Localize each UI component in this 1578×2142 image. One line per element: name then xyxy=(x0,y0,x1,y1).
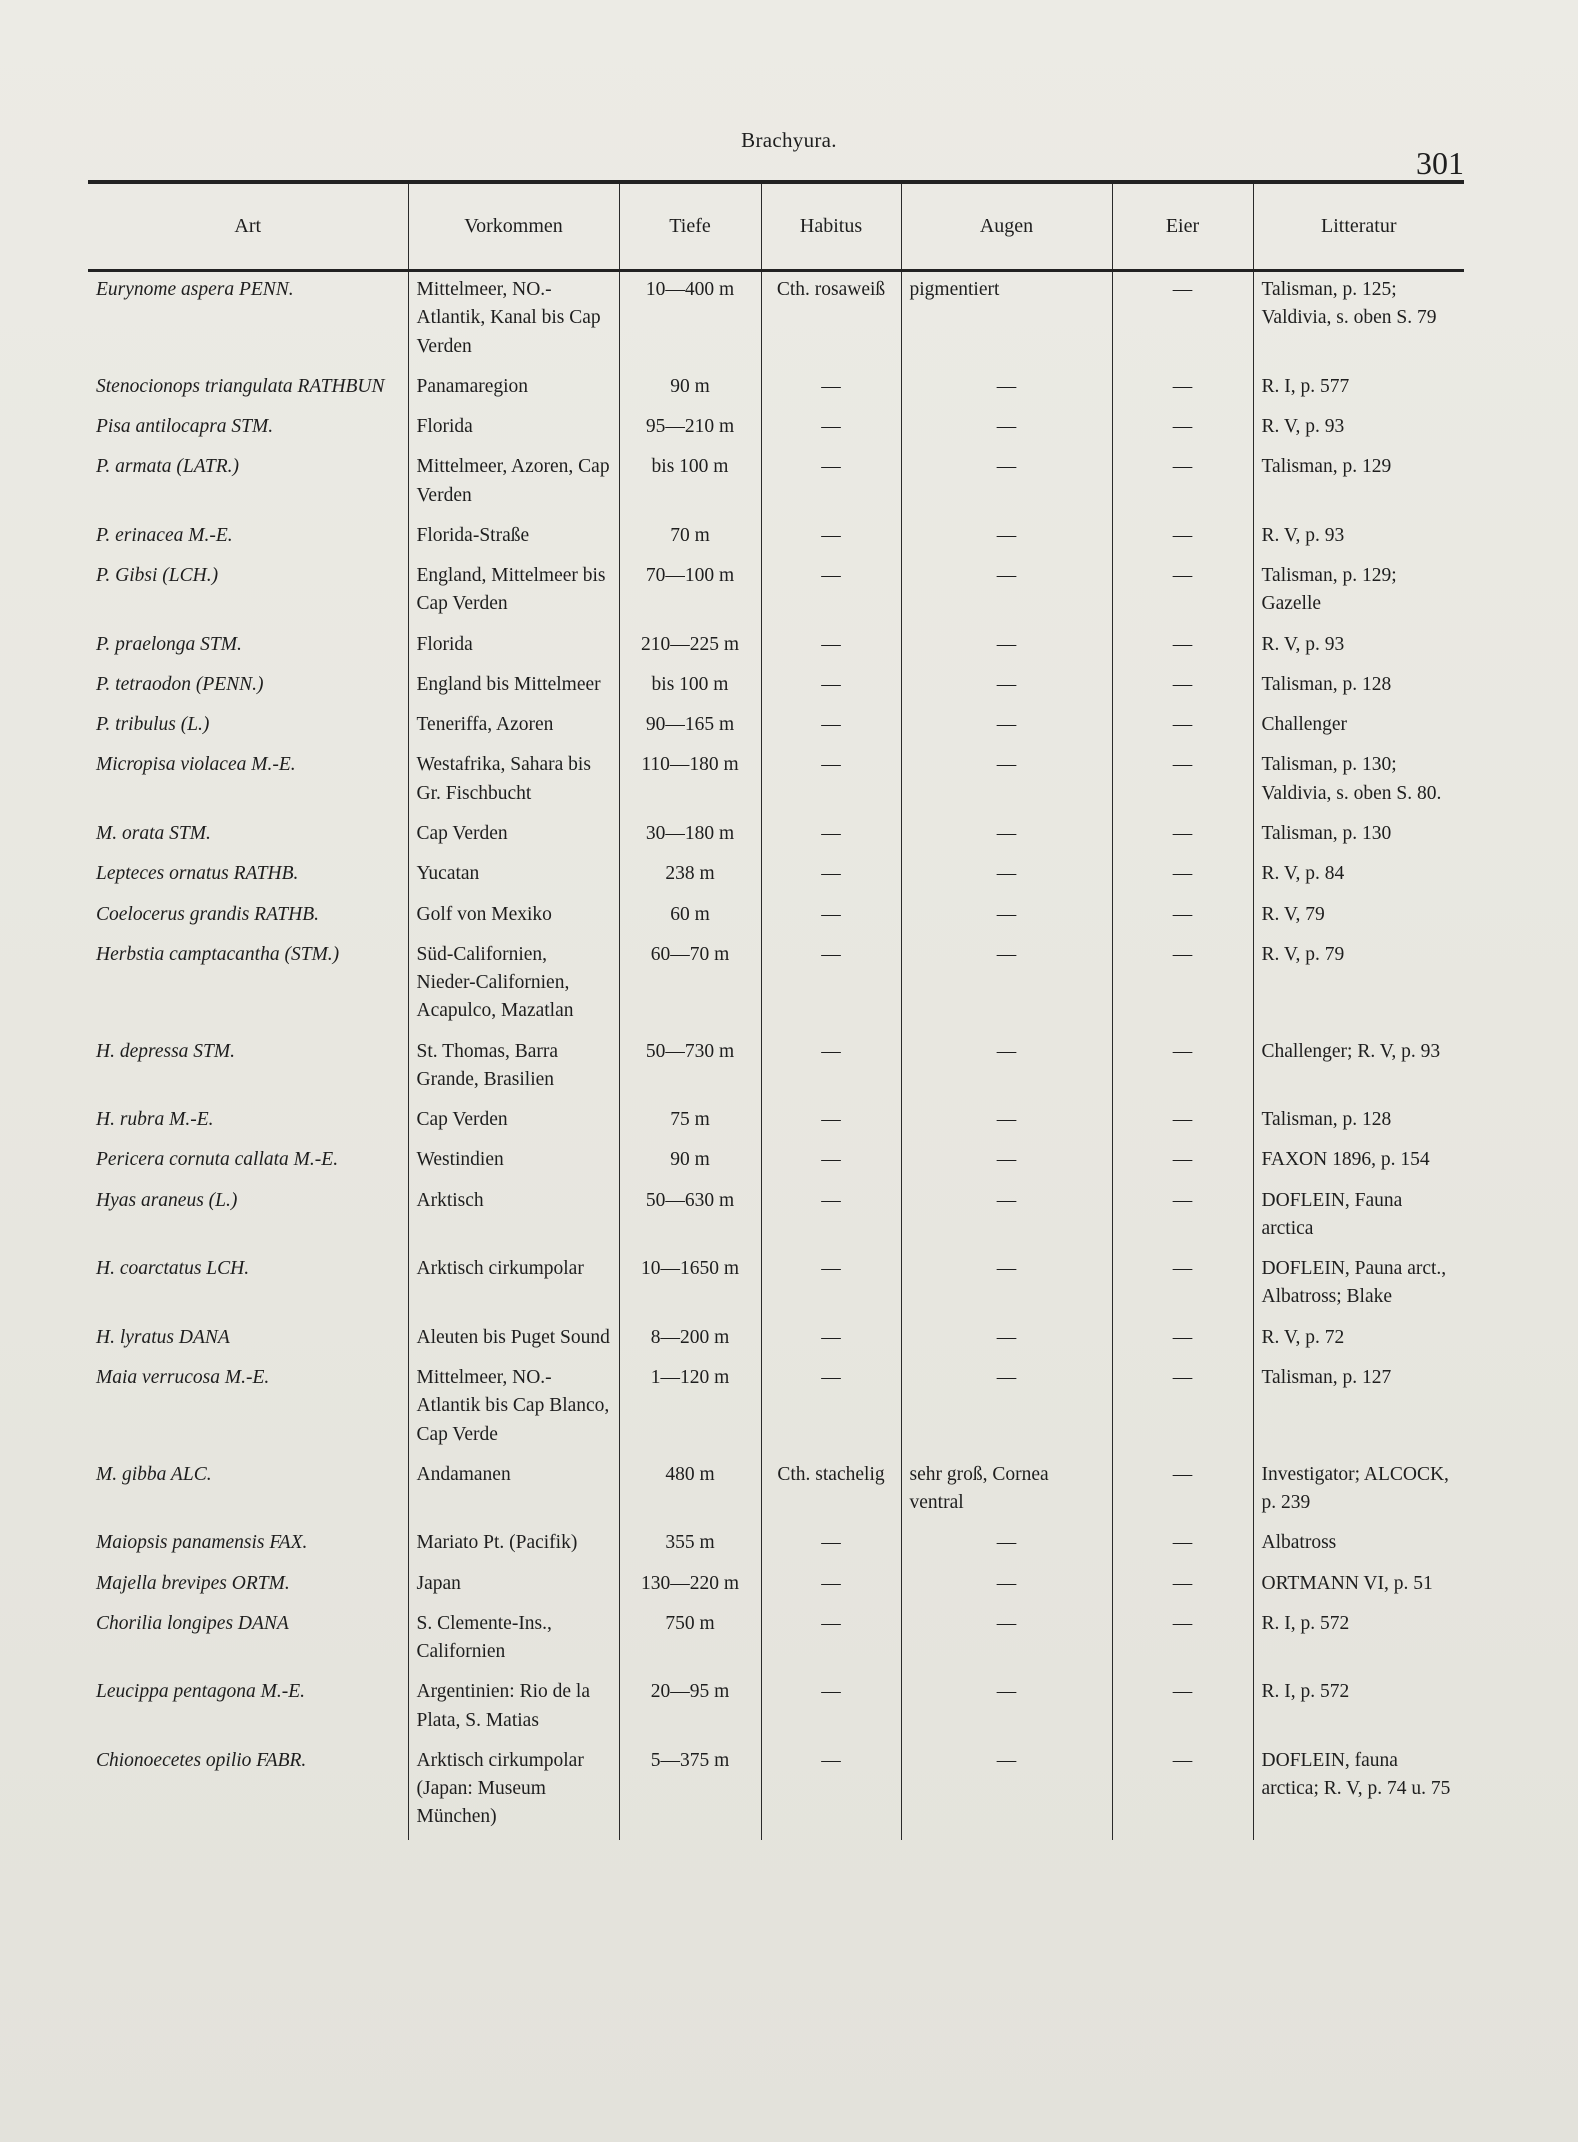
literature-cell: Talisman, p. 129 xyxy=(1253,449,1464,518)
occurrence-cell: Golf von Mexiko xyxy=(408,897,619,937)
habitus-cell: — xyxy=(761,1142,901,1182)
eyes-cell: — xyxy=(901,1606,1112,1675)
depth-cell: 210—225 m xyxy=(619,627,761,667)
table-row xyxy=(88,627,1464,667)
literature-cell: Talisman, p. 127 xyxy=(1253,1360,1464,1457)
eyes-cell: — xyxy=(901,1674,1112,1743)
habitus-cell: — xyxy=(761,1034,901,1103)
depth-cell: 60—70 m xyxy=(619,937,761,1034)
species-name: Lepteces ornatus RATHB. xyxy=(96,863,299,885)
depth-cell: 20—95 m xyxy=(619,1674,761,1743)
table-row xyxy=(88,369,1464,409)
table-row xyxy=(88,816,1464,856)
eyes-cell: — xyxy=(901,856,1112,896)
literature-cell: R. I, p. 572 xyxy=(1253,1674,1464,1743)
species-name: H. depressa STM. xyxy=(96,1040,236,1062)
depth-cell: 90 m xyxy=(619,1142,761,1182)
depth-cell: 95—210 m xyxy=(619,409,761,449)
depth-cell: 750 m xyxy=(619,1606,761,1675)
habitus-cell: Cth. stachelig xyxy=(761,1457,901,1526)
literature-cell: DOFLEIN, Pauna arct., Albatross; Blake xyxy=(1253,1251,1464,1320)
depth-cell: 60 m xyxy=(619,897,761,937)
eggs-cell: — xyxy=(1112,1743,1253,1840)
literature-cell: Investigator; ALCOCK, p. 239 xyxy=(1253,1457,1464,1526)
depth-cell: 50—630 m xyxy=(619,1183,761,1252)
species-name: P. praelonga STM. xyxy=(96,633,242,655)
header-vorkommen: Vorkommen xyxy=(408,182,619,271)
literature-cell: DOFLEIN, Fauna arctica xyxy=(1253,1183,1464,1252)
habitus-cell: — xyxy=(761,937,901,1034)
depth-cell: 5—375 m xyxy=(619,1743,761,1840)
header-litteratur: Litteratur xyxy=(1253,182,1464,271)
occurrence-cell: Mariato Pt. (Pacifik) xyxy=(408,1525,619,1565)
running-head: Brachyura. xyxy=(741,128,837,152)
literature-cell: Challenger xyxy=(1253,707,1464,747)
species-name: Stenocionops triangulata RATHBUN xyxy=(96,375,385,397)
species-name: Maiopsis panamensis FAX. xyxy=(96,1532,308,1554)
eyes-cell: — xyxy=(901,449,1112,518)
habitus-cell: — xyxy=(761,1183,901,1252)
literature-cell: FAXON 1896, p. 154 xyxy=(1253,1142,1464,1182)
eggs-cell: — xyxy=(1112,558,1253,627)
habitus-cell: — xyxy=(761,856,901,896)
occurrence-cell: Cap Verden xyxy=(408,1102,619,1142)
habitus-cell: — xyxy=(761,667,901,707)
occurrence-cell: Arktisch cirkumpolar xyxy=(408,1251,619,1320)
occurrence-cell: Florida xyxy=(408,627,619,667)
depth-cell: 1—120 m xyxy=(619,1360,761,1457)
literature-cell: R. V, p. 93 xyxy=(1253,409,1464,449)
header-habitus: Habitus xyxy=(761,182,901,271)
habitus-cell: — xyxy=(761,1606,901,1675)
literature-cell: R. V, p. 79 xyxy=(1253,937,1464,1034)
eggs-cell: — xyxy=(1112,1102,1253,1142)
literature-cell: DOFLEIN, fauna arctica; R. V, p. 74 u. 75 xyxy=(1253,1743,1464,1840)
habitus-cell: — xyxy=(761,1743,901,1840)
table-row xyxy=(88,856,1464,896)
header-art: Art xyxy=(234,215,262,237)
table-row xyxy=(88,449,1464,518)
depth-cell: 8—200 m xyxy=(619,1320,761,1360)
occurrence-cell: Cap Verden xyxy=(408,816,619,856)
depth-cell: 30—180 m xyxy=(619,816,761,856)
table-row xyxy=(88,558,1464,627)
depth-cell: 355 m xyxy=(619,1525,761,1565)
eggs-cell: — xyxy=(1112,816,1253,856)
habitus-cell: — xyxy=(761,1320,901,1360)
occurrence-cell: Yucatan xyxy=(408,856,619,896)
eyes-cell: — xyxy=(901,1183,1112,1252)
literature-cell: Talisman, p. 125; Valdivia, s. oben S. 79 xyxy=(1253,271,1464,369)
eyes-cell: — xyxy=(901,627,1112,667)
literature-cell: R. V, p. 93 xyxy=(1253,627,1464,667)
table-row xyxy=(88,1606,1464,1675)
table-row xyxy=(88,707,1464,747)
occurrence-cell: Westafrika, Sahara bis Gr. Fischbucht xyxy=(408,747,619,816)
habitus-cell: — xyxy=(761,409,901,449)
eyes-cell: — xyxy=(901,1566,1112,1606)
eggs-cell: — xyxy=(1112,1360,1253,1457)
species-name: Maia verrucosa M.-E. xyxy=(96,1366,270,1388)
occurrence-cell: England bis Mittelmeer xyxy=(408,667,619,707)
eyes-cell: — xyxy=(901,1142,1112,1182)
literature-cell: R. V, p. 84 xyxy=(1253,856,1464,896)
species-name: P. erinacea M.-E. xyxy=(96,524,233,546)
page-number: 301 xyxy=(1416,145,1464,181)
table-row xyxy=(88,1566,1464,1606)
literature-cell: Albatross xyxy=(1253,1525,1464,1565)
table-row xyxy=(88,1743,1464,1840)
habitus-cell: — xyxy=(761,627,901,667)
table-header-row xyxy=(88,182,1464,271)
eggs-cell: — xyxy=(1112,1525,1253,1565)
eggs-cell: — xyxy=(1112,1142,1253,1182)
species-name: H. coarctatus LCH. xyxy=(96,1258,250,1280)
habitus-cell: — xyxy=(761,707,901,747)
habitus-cell: — xyxy=(761,1674,901,1743)
species-name: M. gibba ALC. xyxy=(96,1463,212,1485)
literature-cell: Talisman, p. 129; Gazelle xyxy=(1253,558,1464,627)
occurrence-cell: Süd-Californien, Nieder-Californien, Acapulco, Mazatlan xyxy=(408,937,619,1034)
eggs-cell: — xyxy=(1112,1034,1253,1103)
species-name: Chorilia longipes DANA xyxy=(96,1612,289,1634)
species-name: Pericera cornuta callata M.-E. xyxy=(96,1149,339,1171)
eggs-cell: — xyxy=(1112,856,1253,896)
habitus-cell: — xyxy=(761,1102,901,1142)
species-name: P. armata (LATR.) xyxy=(96,456,240,478)
table-row xyxy=(88,1034,1464,1103)
species-name: P. tribulus (L.) xyxy=(96,714,210,736)
eyes-cell: — xyxy=(901,937,1112,1034)
table-row xyxy=(88,271,1464,369)
eggs-cell: — xyxy=(1112,369,1253,409)
eggs-cell: — xyxy=(1112,747,1253,816)
eyes-cell: — xyxy=(901,747,1112,816)
occurrence-cell: England, Mittelmeer bis Cap Verden xyxy=(408,558,619,627)
eggs-cell: — xyxy=(1112,667,1253,707)
occurrence-cell: Florida-Straße xyxy=(408,518,619,558)
occurrence-cell: S. Clemente-Ins., Californien xyxy=(408,1606,619,1675)
table-row xyxy=(88,409,1464,449)
species-name: Hyas araneus (L.) xyxy=(96,1189,238,1211)
habitus-cell: — xyxy=(761,897,901,937)
habitus-cell: — xyxy=(761,816,901,856)
species-name: P. tetraodon (PENN.) xyxy=(96,673,264,695)
eggs-cell: — xyxy=(1112,1251,1253,1320)
table-body xyxy=(88,271,1464,1840)
depth-cell: 90 m xyxy=(619,369,761,409)
table-row xyxy=(88,1142,1464,1182)
table-row xyxy=(88,747,1464,816)
species-name: Leucippa pentagona M.-E. xyxy=(96,1681,306,1703)
occurrence-cell: Japan xyxy=(408,1566,619,1606)
habitus-cell: — xyxy=(761,1525,901,1565)
table-row xyxy=(88,1251,1464,1320)
species-name: P. Gibsi (LCH.) xyxy=(96,565,219,587)
occurrence-cell: Westindien xyxy=(408,1142,619,1182)
literature-cell: R. I, p. 572 xyxy=(1253,1606,1464,1675)
depth-cell: 75 m xyxy=(619,1102,761,1142)
table-row xyxy=(88,1525,1464,1565)
occurrence-cell: Mittelmeer, Azoren, Cap Verden xyxy=(408,449,619,518)
depth-cell: 130—220 m xyxy=(619,1566,761,1606)
habitus-cell: — xyxy=(761,558,901,627)
literature-cell: Challenger; R. V, p. 93 xyxy=(1253,1034,1464,1103)
table-row xyxy=(88,1674,1464,1743)
eggs-cell: — xyxy=(1112,449,1253,518)
species-name: Micropisa violacea M.-E. xyxy=(96,754,296,776)
eggs-cell: — xyxy=(1112,1183,1253,1252)
table-row xyxy=(88,1360,1464,1457)
eyes-cell: — xyxy=(901,1034,1112,1103)
occurrence-cell: Florida xyxy=(408,409,619,449)
table-row xyxy=(88,518,1464,558)
eggs-cell: — xyxy=(1112,409,1253,449)
habitus-cell: — xyxy=(761,369,901,409)
eggs-cell: — xyxy=(1112,1606,1253,1675)
eyes-cell: sehr groß, Cornea ventral xyxy=(901,1457,1112,1526)
eggs-cell: — xyxy=(1112,1674,1253,1743)
eyes-cell: — xyxy=(901,667,1112,707)
header-eier: Eier xyxy=(1112,182,1253,271)
eyes-cell: — xyxy=(901,558,1112,627)
species-name: Majella brevipes ORTM. xyxy=(96,1572,290,1594)
depth-cell: 70—100 m xyxy=(619,558,761,627)
literature-cell: Talisman, p. 130 xyxy=(1253,816,1464,856)
table-row xyxy=(88,897,1464,937)
literature-cell: R. V, p. 93 xyxy=(1253,518,1464,558)
table-row xyxy=(88,1183,1464,1252)
table-row xyxy=(88,1320,1464,1360)
species-name: Pisa antilocapra STM. xyxy=(96,416,274,438)
eggs-cell: — xyxy=(1112,627,1253,667)
header-augen: Augen xyxy=(901,182,1112,271)
species-name: H. rubra M.-E. xyxy=(96,1109,214,1131)
occurrence-cell: Arktisch cirkumpolar (Japan: Museum München) xyxy=(408,1743,619,1840)
eyes-cell: pigmentiert xyxy=(901,271,1112,369)
depth-cell: 90—165 m xyxy=(619,707,761,747)
habitus-cell: Cth. rosaweiß xyxy=(761,271,901,369)
species-name: H. lyratus DANA xyxy=(96,1326,230,1348)
table-row xyxy=(88,937,1464,1034)
eyes-cell: — xyxy=(901,1320,1112,1360)
literature-cell: Talisman, p. 128 xyxy=(1253,1102,1464,1142)
habitus-cell: — xyxy=(761,518,901,558)
depth-cell: 50—730 m xyxy=(619,1034,761,1103)
habitus-cell: — xyxy=(761,1360,901,1457)
habitus-cell: — xyxy=(761,1251,901,1320)
eyes-cell: — xyxy=(901,1102,1112,1142)
table-row xyxy=(88,1457,1464,1526)
eyes-cell: — xyxy=(901,897,1112,937)
eyes-cell: — xyxy=(901,707,1112,747)
eggs-cell: — xyxy=(1112,1457,1253,1526)
depth-cell: bis 100 m xyxy=(619,449,761,518)
species-name: Coelocerus grandis RATHB. xyxy=(96,903,319,925)
depth-cell: 238 m xyxy=(619,856,761,896)
species-name: Eurynome aspera PENN. xyxy=(96,279,294,300)
species-table xyxy=(88,180,1464,1840)
eggs-cell: — xyxy=(1112,897,1253,937)
habitus-cell: — xyxy=(761,449,901,518)
eyes-cell: — xyxy=(901,1251,1112,1320)
depth-cell: bis 100 m xyxy=(619,667,761,707)
occurrence-cell: Mittelmeer, NO.-Atlantik, Kanal bis Cap Verden xyxy=(408,271,619,369)
species-name: M. orata STM. xyxy=(96,822,211,844)
occurrence-cell: Arktisch xyxy=(408,1183,619,1252)
habitus-cell: — xyxy=(761,747,901,816)
depth-cell: 70 m xyxy=(619,518,761,558)
eyes-cell: — xyxy=(901,409,1112,449)
occurrence-cell: Panamaregion xyxy=(408,369,619,409)
header-tiefe: Tiefe xyxy=(619,182,761,271)
depth-cell: 480 m xyxy=(619,1457,761,1526)
depth-cell: 110—180 m xyxy=(619,747,761,816)
depth-cell: 10—1650 m xyxy=(619,1251,761,1320)
eyes-cell: — xyxy=(901,1743,1112,1840)
occurrence-cell: Teneriffa, Azoren xyxy=(408,707,619,747)
eyes-cell: — xyxy=(901,1525,1112,1565)
eggs-cell: — xyxy=(1112,271,1253,369)
eggs-cell: — xyxy=(1112,1566,1253,1606)
occurrence-cell: Aleuten bis Puget Sound xyxy=(408,1320,619,1360)
occurrence-cell: Andamanen xyxy=(408,1457,619,1526)
literature-cell: Talisman, p. 128 xyxy=(1253,667,1464,707)
species-name: Chionoecetes opilio FABR. xyxy=(96,1749,307,1771)
eyes-cell: — xyxy=(901,1360,1112,1457)
eyes-cell: — xyxy=(901,369,1112,409)
eggs-cell: — xyxy=(1112,707,1253,747)
depth-cell: 10—400 m xyxy=(619,271,761,369)
occurrence-cell: Argentinien: Rio de la Plata, S. Matias xyxy=(408,1674,619,1743)
occurrence-cell: Mittelmeer, NO.-Atlantik bis Cap Blanco, Cap Verde xyxy=(408,1360,619,1457)
species-name: Herbstia camptacantha (STM.) xyxy=(96,943,340,965)
literature-cell: R. I, p. 577 xyxy=(1253,369,1464,409)
table-row xyxy=(88,667,1464,707)
literature-cell: R. V, p. 72 xyxy=(1253,1320,1464,1360)
eggs-cell: — xyxy=(1112,937,1253,1034)
eggs-cell: — xyxy=(1112,518,1253,558)
literature-cell: ORTMANN VI, p. 51 xyxy=(1253,1566,1464,1606)
literature-cell: Talisman, p. 130; Valdivia, s. oben S. 80. xyxy=(1253,747,1464,816)
habitus-cell: — xyxy=(761,1566,901,1606)
literature-cell: R. V, 79 xyxy=(1253,897,1464,937)
eyes-cell: — xyxy=(901,518,1112,558)
eggs-cell: — xyxy=(1112,1320,1253,1360)
table-row xyxy=(88,1102,1464,1142)
occurrence-cell: St. Thomas, Barra Grande, Brasilien xyxy=(408,1034,619,1103)
eyes-cell: — xyxy=(901,816,1112,856)
